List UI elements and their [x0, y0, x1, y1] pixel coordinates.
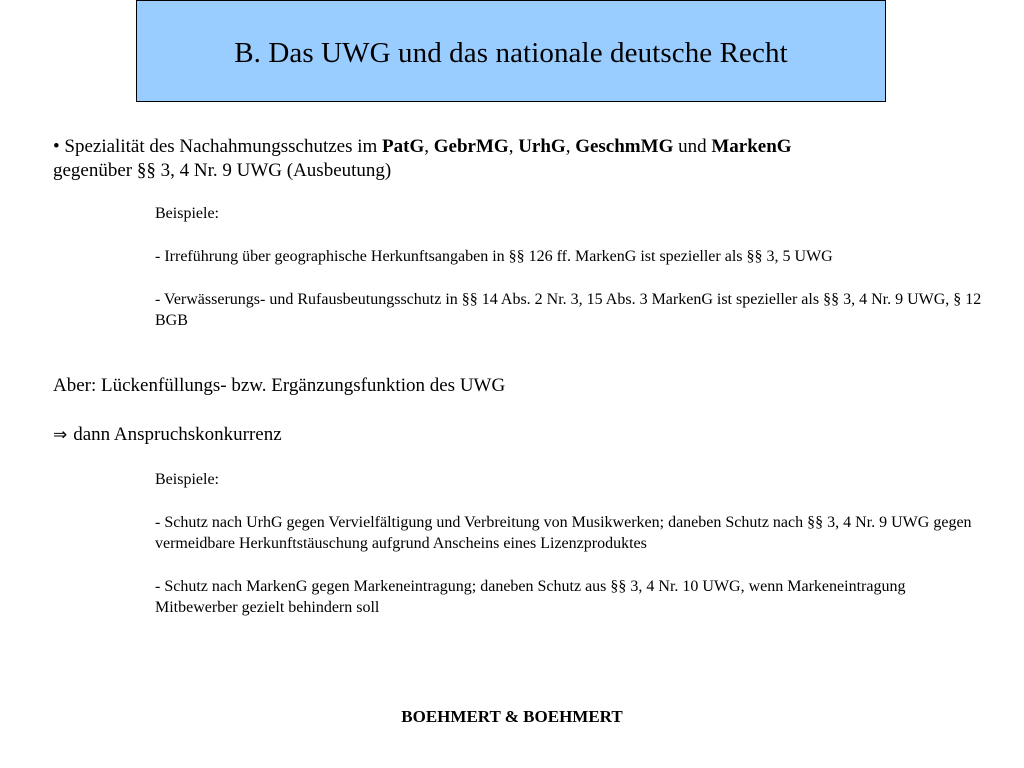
implies-arrow-icon: ⇒: [53, 425, 68, 445]
law-gebrmg: GebrMG: [433, 136, 509, 157]
footer: BOEHMERT & BOEHMERT: [401, 707, 623, 726]
example-1-item-1: - Irreführung über geographische Herkunftsangaben in §§ 126 ff. MarkenG ist spezieller als §§ 3, 5 UWG: [155, 248, 833, 265]
examples-block-2: [155, 469, 985, 618]
examples-block-1: [155, 203, 985, 331]
bullet-marker: •: [53, 136, 60, 157]
aber-line: Aber: Lückenfüllungs- bzw. Ergänzungsfunktion des UWG: [53, 375, 506, 396]
law-urhg: UrhG: [518, 136, 566, 157]
slide-title: B. Das UWG und das nationale deutsche Recht: [234, 36, 788, 69]
bullet-text-pre: Spezialität des Nachahmungsschutzes im: [64, 136, 378, 157]
law-patg: PatG: [382, 136, 425, 157]
example-1-item-2: - Verwässerungs- und Rufausbeutungsschutz in §§ 14 Abs. 2 Nr. 3, 15 Abs. 3 MarkenG ist spezieller als §§ 3, 4 Nr. 9 UWG, § 12 BGB: [155, 291, 982, 329]
law-geschmmg: GeschmMG: [575, 136, 674, 157]
example-2-item-1: - Schutz nach UrhG gegen Vervielfältigung und Verbreitung von Musikwerken; daneben Schutz nach §§ 3, 4 Nr. 9 UWG gegen vermeidbare Herkunftstäuschung aufgrund Anscheins eines Lizenzproduktes: [155, 514, 972, 552]
example-2-item-2: - Schutz nach MarkenG gegen Markeneintragung; daneben Schutz aus §§ 3, 4 Nr. 10 UWG, wenn Markeneintragung Mitbewerber gezielt behindern soll: [155, 578, 906, 616]
main-bullet: • Spezialität des Nachahmungsschutzes im PatG, GebrMG, UrhG, GeschmMG und MarkenG gegenüber §§ 3, 4 Nr. 9 UWG (Ausbeutung): [53, 136, 792, 181]
bullet-und: und: [678, 136, 707, 157]
law-markeng: MarkenG: [711, 136, 792, 157]
examples-heading-1: Beispiele:: [155, 205, 219, 222]
arrow-line: [53, 423, 282, 447]
arrow-line-text: dann Anspruchskonkurrenz: [73, 424, 282, 445]
examples-heading-2: Beispiele:: [155, 471, 219, 488]
bullet-line2: gegenüber §§ 3, 4 Nr. 9 UWG (Ausbeutung): [53, 160, 392, 181]
title-box: [136, 0, 886, 102]
